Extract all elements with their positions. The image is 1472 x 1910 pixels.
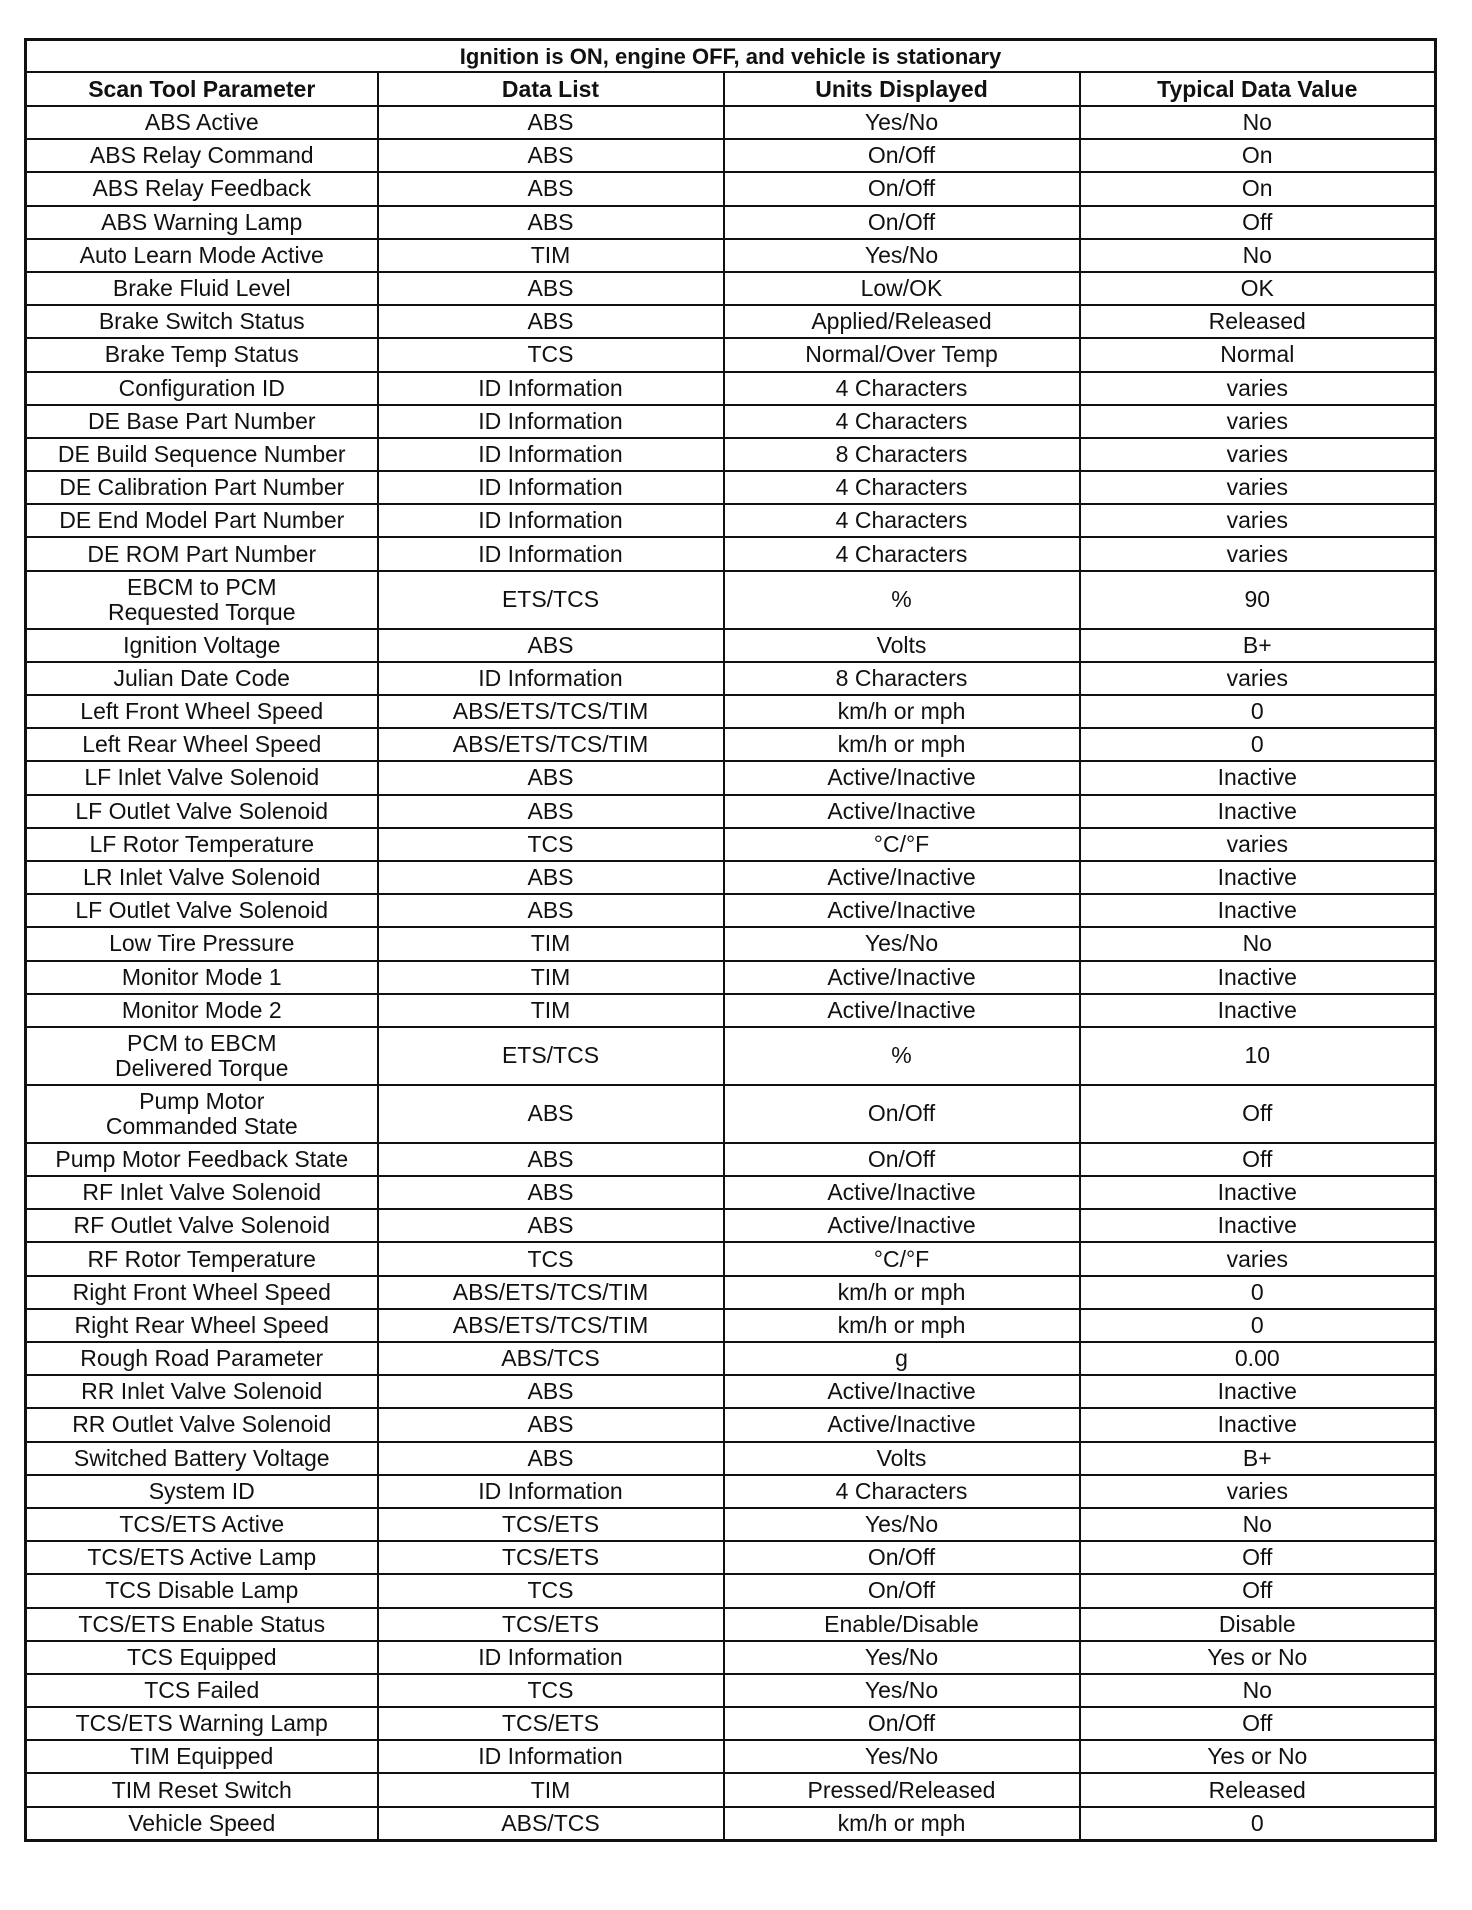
cell-data-list: TCS	[378, 338, 724, 371]
cell-data-list: ABS	[378, 272, 724, 305]
table-row	[26, 537, 1436, 570]
cell-units: Yes/No	[724, 927, 1080, 960]
cell-units: Pressed/Released	[724, 1773, 1080, 1806]
cell-units: Active/Inactive	[724, 1408, 1080, 1441]
cell-units: %	[724, 1027, 1080, 1085]
table-row	[26, 305, 1436, 338]
cell-units: 8 Characters	[724, 438, 1080, 471]
table-row	[26, 695, 1436, 728]
cell-typical-value: B+	[1080, 629, 1436, 662]
cell-units: Active/Inactive	[724, 861, 1080, 894]
cell-parameter: Brake Fluid Level	[26, 272, 378, 305]
cell-typical-value: Inactive	[1080, 1209, 1436, 1242]
cell-units: 4 Characters	[724, 405, 1080, 438]
cell-data-list: TCS	[378, 1574, 724, 1607]
table-head	[26, 40, 1436, 107]
cell-typical-value: Disable	[1080, 1608, 1436, 1641]
table-row	[26, 1608, 1436, 1641]
cell-typical-value: 0	[1080, 1276, 1436, 1309]
cell-data-list: ABS	[378, 106, 724, 139]
cell-typical-value: Off	[1080, 1707, 1436, 1740]
cell-typical-value: Inactive	[1080, 1176, 1436, 1209]
cell-parameter: TCS/ETS Active Lamp	[26, 1541, 378, 1574]
cell-units: On/Off	[724, 1143, 1080, 1176]
cell-typical-value: Normal	[1080, 338, 1436, 371]
cell-data-list: ID Information	[378, 1475, 724, 1508]
cell-typical-value: Off	[1080, 1541, 1436, 1574]
table-row	[26, 1641, 1436, 1674]
cell-parameter: TCS Disable Lamp	[26, 1574, 378, 1607]
cell-units: km/h or mph	[724, 695, 1080, 728]
table-row	[26, 1508, 1436, 1541]
cell-units: On/Off	[724, 1574, 1080, 1607]
cell-parameter: Monitor Mode 1	[26, 961, 378, 994]
cell-data-list: ABS/ETS/TCS/TIM	[378, 1309, 724, 1342]
table-row	[26, 1807, 1436, 1841]
table-row	[26, 1740, 1436, 1773]
cell-data-list: ABS	[378, 305, 724, 338]
cell-typical-value: Off	[1080, 1574, 1436, 1607]
cell-typical-value: varies	[1080, 471, 1436, 504]
cell-units: g	[724, 1342, 1080, 1375]
cell-units: Active/Inactive	[724, 1375, 1080, 1408]
cell-typical-value: B+	[1080, 1442, 1436, 1475]
cell-units: km/h or mph	[724, 1807, 1080, 1841]
cell-typical-value: Inactive	[1080, 1375, 1436, 1408]
cell-parameter: Monitor Mode 2	[26, 994, 378, 1027]
table-row	[26, 405, 1436, 438]
table-row	[26, 1442, 1436, 1475]
cell-data-list: ABS	[378, 894, 724, 927]
cell-parameter: Auto Learn Mode Active	[26, 239, 378, 272]
cell-data-list: ID Information	[378, 537, 724, 570]
table-row	[26, 338, 1436, 371]
cell-data-list: ABS	[378, 139, 724, 172]
cell-typical-value: 10	[1080, 1027, 1436, 1085]
cell-parameter: Julian Date Code	[26, 662, 378, 695]
cell-units: Yes/No	[724, 1674, 1080, 1707]
cell-units: 4 Characters	[724, 471, 1080, 504]
table-row	[26, 1276, 1436, 1309]
cell-data-list: TCS/ETS	[378, 1608, 724, 1641]
cell-units: On/Off	[724, 1541, 1080, 1574]
cell-parameter: Right Rear Wheel Speed	[26, 1309, 378, 1342]
cell-parameter: LF Inlet Valve Solenoid	[26, 761, 378, 794]
cell-data-list: ABS/TCS	[378, 1807, 724, 1841]
cell-parameter: RF Inlet Valve Solenoid	[26, 1176, 378, 1209]
cell-parameter: RR Inlet Valve Solenoid	[26, 1375, 378, 1408]
cell-typical-value: On	[1080, 139, 1436, 172]
cell-data-list: ID Information	[378, 438, 724, 471]
column-header-data-list: Data List	[378, 72, 724, 106]
cell-parameter: TCS/ETS Warning Lamp	[26, 1707, 378, 1740]
cell-units: 4 Characters	[724, 537, 1080, 570]
cell-parameter: Left Front Wheel Speed	[26, 695, 378, 728]
cell-parameter: DE End Model Part Number	[26, 504, 378, 537]
cell-units: Active/Inactive	[724, 994, 1080, 1027]
cell-units: Yes/No	[724, 1740, 1080, 1773]
cell-units: km/h or mph	[724, 1276, 1080, 1309]
cell-units: km/h or mph	[724, 1309, 1080, 1342]
cell-parameter: Low Tire Pressure	[26, 927, 378, 960]
table-row	[26, 994, 1436, 1027]
table-row	[26, 471, 1436, 504]
table-row	[26, 961, 1436, 994]
cell-units: On/Off	[724, 1085, 1080, 1143]
cell-typical-value: OK	[1080, 272, 1436, 305]
cell-parameter: TCS Equipped	[26, 1641, 378, 1674]
cell-typical-value: varies	[1080, 662, 1436, 695]
table-row	[26, 828, 1436, 861]
cell-parameter: ABS Relay Command	[26, 139, 378, 172]
table-row	[26, 927, 1436, 960]
cell-parameter: RF Outlet Valve Solenoid	[26, 1209, 378, 1242]
cell-parameter: EBCM to PCM Requested Torque	[26, 571, 378, 629]
table-row	[26, 662, 1436, 695]
cell-units: Normal/Over Temp	[724, 338, 1080, 371]
cell-typical-value: No	[1080, 106, 1436, 139]
table-row	[26, 1773, 1436, 1806]
cell-typical-value: On	[1080, 172, 1436, 205]
column-header-parameter: Scan Tool Parameter	[26, 72, 378, 106]
cell-data-list: ID Information	[378, 1641, 724, 1674]
cell-data-list: TIM	[378, 961, 724, 994]
table-row	[26, 1242, 1436, 1275]
cell-units: Active/Inactive	[724, 961, 1080, 994]
column-header-row	[26, 72, 1436, 106]
cell-units: %	[724, 571, 1080, 629]
cell-data-list: ID Information	[378, 1740, 724, 1773]
cell-data-list: ABS/ETS/TCS/TIM	[378, 695, 724, 728]
cell-parameter: System ID	[26, 1475, 378, 1508]
cell-data-list: TIM	[378, 1773, 724, 1806]
cell-data-list: ETS/TCS	[378, 571, 724, 629]
cell-typical-value: 90	[1080, 571, 1436, 629]
cell-parameter: Left Rear Wheel Speed	[26, 728, 378, 761]
cell-units: Active/Inactive	[724, 761, 1080, 794]
cell-typical-value: 0	[1080, 1807, 1436, 1841]
cell-units: °C/°F	[724, 828, 1080, 861]
cell-parameter: TCS/ETS Active	[26, 1508, 378, 1541]
cell-parameter: ABS Warning Lamp	[26, 206, 378, 239]
cell-typical-value: 0	[1080, 1309, 1436, 1342]
cell-typical-value: Released	[1080, 305, 1436, 338]
cell-data-list: ABS	[378, 861, 724, 894]
cell-parameter: Pump Motor Feedback State	[26, 1143, 378, 1176]
cell-data-list: ABS	[378, 1143, 724, 1176]
cell-data-list: ABS	[378, 1442, 724, 1475]
cell-units: Enable/Disable	[724, 1608, 1080, 1641]
cell-data-list: ABS	[378, 1375, 724, 1408]
cell-parameter: LR Inlet Valve Solenoid	[26, 861, 378, 894]
cell-typical-value: 0	[1080, 728, 1436, 761]
table-row	[26, 1085, 1436, 1143]
cell-parameter: Brake Switch Status	[26, 305, 378, 338]
table-row	[26, 795, 1436, 828]
cell-parameter: TCS Failed	[26, 1674, 378, 1707]
cell-parameter: RF Rotor Temperature	[26, 1242, 378, 1275]
table-row	[26, 861, 1436, 894]
cell-parameter: Right Front Wheel Speed	[26, 1276, 378, 1309]
cell-parameter: Configuration ID	[26, 372, 378, 405]
table-row	[26, 1375, 1436, 1408]
cell-data-list: TIM	[378, 927, 724, 960]
cell-data-list: ABS	[378, 1085, 724, 1143]
cell-data-list: ABS/TCS	[378, 1342, 724, 1375]
cell-parameter: Ignition Voltage	[26, 629, 378, 662]
cell-typical-value: Yes or No	[1080, 1740, 1436, 1773]
cell-units: On/Off	[724, 139, 1080, 172]
cell-parameter: Pump Motor Commanded State	[26, 1085, 378, 1143]
cell-data-list: ID Information	[378, 662, 724, 695]
table-row	[26, 239, 1436, 272]
cell-units: Yes/No	[724, 1641, 1080, 1674]
table-row	[26, 1342, 1436, 1375]
cell-data-list: ABS/ETS/TCS/TIM	[378, 1276, 724, 1309]
scan-tool-data-table	[24, 38, 1437, 1842]
table-row	[26, 728, 1436, 761]
table-title: Ignition is ON, engine OFF, and vehicle is stationary	[26, 40, 1436, 73]
cell-typical-value: Inactive	[1080, 894, 1436, 927]
cell-typical-value: Off	[1080, 1143, 1436, 1176]
cell-units: 4 Characters	[724, 1475, 1080, 1508]
cell-typical-value: 0.00	[1080, 1342, 1436, 1375]
cell-typical-value: No	[1080, 927, 1436, 960]
cell-parameter: ABS Active	[26, 106, 378, 139]
cell-data-list: ABS/ETS/TCS/TIM	[378, 728, 724, 761]
cell-parameter: Brake Temp Status	[26, 338, 378, 371]
table-row	[26, 504, 1436, 537]
cell-typical-value: No	[1080, 1674, 1436, 1707]
cell-units: Active/Inactive	[724, 1209, 1080, 1242]
cell-typical-value: Off	[1080, 1085, 1436, 1143]
cell-units: Active/Inactive	[724, 894, 1080, 927]
cell-units: Yes/No	[724, 1508, 1080, 1541]
table-row	[26, 571, 1436, 629]
cell-units: On/Off	[724, 1707, 1080, 1740]
cell-parameter: DE Calibration Part Number	[26, 471, 378, 504]
cell-data-list: TCS	[378, 1674, 724, 1707]
cell-units: 8 Characters	[724, 662, 1080, 695]
cell-data-list: ABS	[378, 761, 724, 794]
cell-data-list: ID Information	[378, 405, 724, 438]
column-header-units: Units Displayed	[724, 72, 1080, 106]
cell-data-list: TIM	[378, 994, 724, 1027]
cell-typical-value: varies	[1080, 504, 1436, 537]
table-row	[26, 139, 1436, 172]
cell-typical-value: Inactive	[1080, 994, 1436, 1027]
table-row	[26, 172, 1436, 205]
cell-units: km/h or mph	[724, 728, 1080, 761]
cell-parameter: Switched Battery Voltage	[26, 1442, 378, 1475]
cell-data-list: TCS/ETS	[378, 1707, 724, 1740]
cell-data-list: ABS	[378, 1176, 724, 1209]
cell-parameter: Rough Road Parameter	[26, 1342, 378, 1375]
cell-typical-value: No	[1080, 1508, 1436, 1541]
cell-parameter: Vehicle Speed	[26, 1807, 378, 1841]
table-row	[26, 438, 1436, 471]
cell-units: Yes/No	[724, 239, 1080, 272]
cell-parameter: TIM Equipped	[26, 1740, 378, 1773]
cell-typical-value: varies	[1080, 1475, 1436, 1508]
table-row	[26, 106, 1436, 139]
cell-typical-value: Inactive	[1080, 1408, 1436, 1441]
cell-parameter: ABS Relay Feedback	[26, 172, 378, 205]
cell-data-list: TIM	[378, 239, 724, 272]
cell-typical-value: varies	[1080, 537, 1436, 570]
cell-units: Volts	[724, 1442, 1080, 1475]
cell-parameter: LF Outlet Valve Solenoid	[26, 795, 378, 828]
cell-parameter: TCS/ETS Enable Status	[26, 1608, 378, 1641]
cell-units: Yes/No	[724, 106, 1080, 139]
cell-typical-value: varies	[1080, 372, 1436, 405]
table-row	[26, 629, 1436, 662]
cell-typical-value: varies	[1080, 438, 1436, 471]
cell-typical-value: Inactive	[1080, 795, 1436, 828]
cell-data-list: ABS	[378, 172, 724, 205]
cell-units: On/Off	[724, 206, 1080, 239]
table-title-row	[26, 40, 1436, 73]
cell-typical-value: 0	[1080, 695, 1436, 728]
cell-typical-value: No	[1080, 239, 1436, 272]
cell-units: 4 Characters	[724, 372, 1080, 405]
cell-units: Active/Inactive	[724, 1176, 1080, 1209]
cell-parameter: DE ROM Part Number	[26, 537, 378, 570]
cell-units: Volts	[724, 629, 1080, 662]
table-row	[26, 1209, 1436, 1242]
table-row	[26, 206, 1436, 239]
table-row	[26, 1027, 1436, 1085]
cell-data-list: ABS	[378, 795, 724, 828]
table-row	[26, 1707, 1436, 1740]
cell-typical-value: Yes or No	[1080, 1641, 1436, 1674]
cell-units: °C/°F	[724, 1242, 1080, 1275]
cell-data-list: ID Information	[378, 372, 724, 405]
cell-typical-value: Released	[1080, 1773, 1436, 1806]
table-row	[26, 1309, 1436, 1342]
document-page	[24, 38, 1434, 1842]
table-row	[26, 1408, 1436, 1441]
cell-data-list: ID Information	[378, 471, 724, 504]
table-row	[26, 272, 1436, 305]
cell-units: 4 Characters	[724, 504, 1080, 537]
table-row	[26, 1475, 1436, 1508]
cell-typical-value: Inactive	[1080, 961, 1436, 994]
cell-units: Low/OK	[724, 272, 1080, 305]
table-row	[26, 1176, 1436, 1209]
cell-data-list: TCS	[378, 828, 724, 861]
table-row	[26, 1143, 1436, 1176]
cell-data-list: ABS	[378, 629, 724, 662]
cell-parameter: LF Rotor Temperature	[26, 828, 378, 861]
table-row	[26, 1674, 1436, 1707]
cell-typical-value: varies	[1080, 405, 1436, 438]
table-row	[26, 1574, 1436, 1607]
cell-units: On/Off	[724, 172, 1080, 205]
table-body	[26, 106, 1436, 1840]
table-row	[26, 761, 1436, 794]
cell-data-list: ABS	[378, 1408, 724, 1441]
cell-parameter: LF Outlet Valve Solenoid	[26, 894, 378, 927]
cell-data-list: TCS/ETS	[378, 1541, 724, 1574]
cell-units: Active/Inactive	[724, 795, 1080, 828]
cell-parameter: RR Outlet Valve Solenoid	[26, 1408, 378, 1441]
cell-typical-value: varies	[1080, 1242, 1436, 1275]
table-row	[26, 372, 1436, 405]
table-row	[26, 1541, 1436, 1574]
cell-data-list: TCS/ETS	[378, 1508, 724, 1541]
cell-typical-value: Off	[1080, 206, 1436, 239]
cell-parameter: DE Build Sequence Number	[26, 438, 378, 471]
cell-typical-value: varies	[1080, 828, 1436, 861]
cell-parameter: PCM to EBCM Delivered Torque	[26, 1027, 378, 1085]
column-header-typical-value: Typical Data Value	[1080, 72, 1436, 106]
cell-parameter: TIM Reset Switch	[26, 1773, 378, 1806]
cell-data-list: ETS/TCS	[378, 1027, 724, 1085]
cell-parameter: DE Base Part Number	[26, 405, 378, 438]
cell-data-list: ID Information	[378, 504, 724, 537]
cell-data-list: ABS	[378, 206, 724, 239]
table-row	[26, 894, 1436, 927]
cell-typical-value: Inactive	[1080, 861, 1436, 894]
cell-data-list: ABS	[378, 1209, 724, 1242]
cell-data-list: TCS	[378, 1242, 724, 1275]
cell-typical-value: Inactive	[1080, 761, 1436, 794]
cell-units: Applied/Released	[724, 305, 1080, 338]
